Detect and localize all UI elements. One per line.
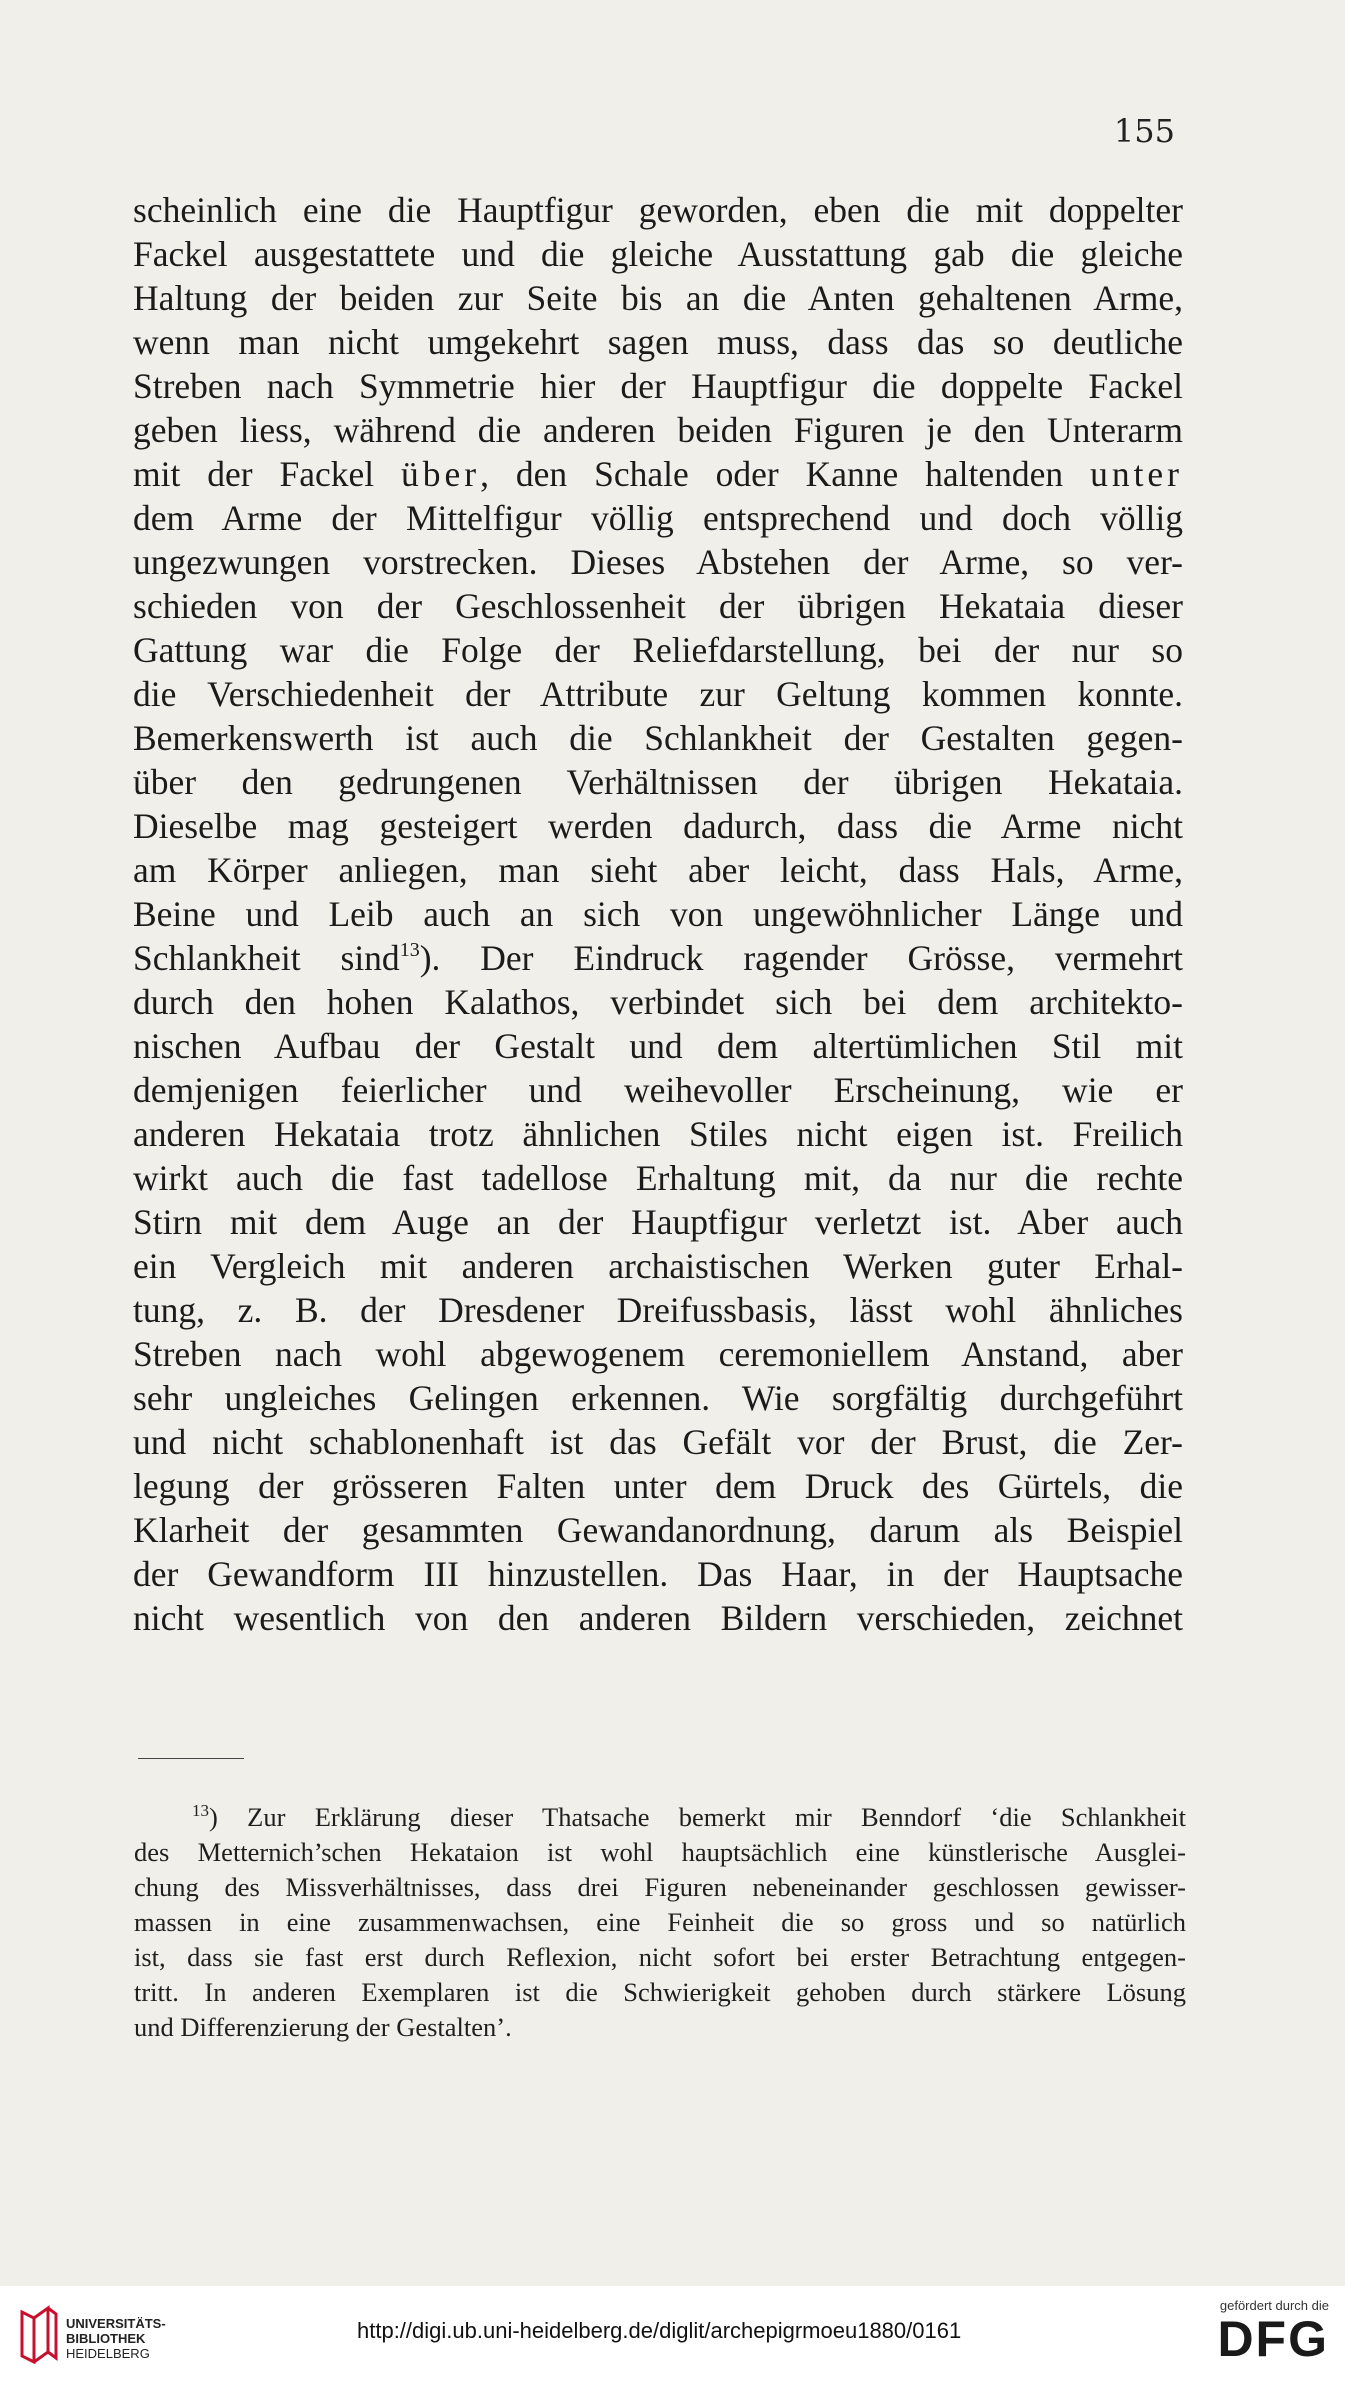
text-line: schieden von der Geschlossenheit der übrigen Hekataia dieser (133, 586, 1183, 626)
text-line: am Körper anliegen, man sieht aber leicht, dass Hals, Arme, (133, 850, 1183, 890)
text-run: ) Zur Erklärung dieser Thatsache bemerkt mir Benndorf ‘die Schlankheit (209, 1802, 1186, 1832)
text-line: nicht wesentlich von den anderen Bildern verschieden, zeichnet (133, 1598, 1183, 1638)
text-line: tung, z. B. der Dresdener Dreifussbasis, lässt wohl ähnliches (133, 1290, 1183, 1330)
text-line: ungezwungen vorstrecken. Dieses Abstehen der Arme, so ver- (133, 542, 1183, 582)
text-line: der Gewandform III hinzustellen. Das Haar, in der Hauptsache (133, 1554, 1183, 1594)
text-run: Schlankheit sind (133, 938, 400, 978)
footnote-reference: 13 (399, 939, 420, 961)
university-name (66, 2316, 166, 2361)
emphasized-word: über (401, 454, 481, 494)
text-line: Fackel ausgestattete und die gleiche Ausstattung gab die gleiche (133, 234, 1183, 274)
university-name-line: HEIDELBERG (66, 2346, 150, 2361)
university-logo-icon (18, 2304, 58, 2364)
text-line: Gattung war die Folge der Reliefdarstellung, bei der nur so (133, 630, 1183, 670)
text-line: Haltung der beiden zur Seite bis an die Anten gehaltenen Arme, (133, 278, 1183, 318)
text-line: dem Arme der Mittelfigur völlig entsprechend und doch völlig (133, 498, 1183, 538)
text-line (133, 452, 1183, 496)
footnote (134, 1800, 1186, 2045)
sponsor-text: gefördert durch die (1219, 2298, 1329, 2313)
text-line: Dieselbe mag gesteigert werden dadurch, dass die Arme nicht (133, 806, 1183, 846)
text-line: anderen Hekataia trotz ähnlichen Stiles nicht eigen ist. Freilich (133, 1114, 1183, 1154)
text-line: wenn man nicht umgekehrt sagen muss, dass das so deutliche (133, 322, 1183, 362)
footnote-line (134, 1800, 1186, 1835)
text-line: Klarheit der gesammten Gewandanordnung, darum als Beispiel (133, 1510, 1183, 1550)
text-line: nischen Aufbau der Gestalt und dem altertümlichen Stil mit (133, 1026, 1183, 1066)
footnote-line: massen in eine zusammenwachsen, eine Feinheit die so gross und so natürlich (134, 1907, 1186, 1937)
footer-bar (0, 2286, 1345, 2385)
main-text (133, 188, 1183, 1640)
footnote-marker: 13 (192, 1801, 209, 1820)
emphasized-word: unter (1090, 454, 1184, 494)
text-line: sehr ungleiches Gelingen erkennen. Wie sorgfältig durchgeführt (133, 1378, 1183, 1418)
footnote-line: tritt. In anderen Exemplaren ist die Schwierigkeit gehoben durch stärkere Lösung (134, 1977, 1186, 2007)
text-line: scheinlich eine die Hauptfigur geworden, eben die mit doppelter (133, 190, 1183, 230)
text-run: mit der Fackel (133, 454, 402, 494)
text-run: , den Schale oder Kanne haltenden (480, 454, 1091, 494)
university-name-line: UNIVERSITÄTS- (66, 2316, 166, 2331)
text-line (133, 936, 1183, 980)
footnote-line: chung des Missverhältnisses, dass drei Figuren nebeneinander geschlossen gewisser- (134, 1872, 1186, 1902)
permalink-url[interactable]: http://digi.ub.uni-heidelberg.de/diglit/archepigrmoeu1880/0161 (357, 2318, 962, 2343)
dfg-logo: DFG (1217, 2311, 1329, 2367)
page-number: 155 (1113, 112, 1175, 150)
text-line: ein Vergleich mit anderen archaistischen Werken guter Erhal- (133, 1246, 1183, 1286)
text-line: und nicht schablonenhaft ist das Gefält vor der Brust, die Zer- (133, 1422, 1183, 1462)
text-line: legung der grösseren Falten unter dem Druck des Gürtels, die (133, 1466, 1183, 1506)
text-line: die Verschiedenheit der Attribute zur Geltung kommen konnte. (133, 674, 1183, 714)
text-line: Stirn mit dem Auge an der Hauptfigur verletzt ist. Aber auch (133, 1202, 1183, 1242)
university-name-line: BIBLIOTHEK (66, 2331, 146, 2346)
footnote-line: des Metternich’schen Hekataion ist wohl hauptsächlich eine künstlerische Ausglei- (134, 1837, 1186, 1867)
text-line: demjenigen feierlicher und weihevoller Erscheinung, wie er (133, 1070, 1183, 1110)
text-line: durch den hohen Kalathos, verbindet sich bei dem architekto- (133, 982, 1183, 1022)
text-line: wirkt auch die fast tadellose Erhaltung mit, da nur die rechte (133, 1158, 1183, 1198)
text-line: Streben nach Symmetrie hier der Hauptfigur die doppelte Fackel (133, 366, 1183, 406)
text-line: geben liess, während die anderen beiden Figuren je den Unterarm (133, 410, 1183, 450)
sponsor (1179, 2298, 1329, 2365)
text-run: ). Der Eindruck ragender Grösse, vermehrt (419, 938, 1183, 978)
text-line: Streben nach wohl abgewogenem ceremoniellem Anstand, aber (133, 1334, 1183, 1374)
footnote-line: ist, dass sie fast erst durch Reflexion, nicht sofort bei erster Betrachtung entgegen- (134, 1942, 1186, 1972)
text-line: Bemerkenswerth ist auch die Schlankheit der Gestalten gegen- (133, 718, 1183, 758)
text-line: über den gedrungenen Verhältnissen der übrigen Hekataia. (133, 762, 1183, 802)
footnote-separator (138, 1758, 244, 1759)
text-line: Beine und Leib auch an sich von ungewöhnlicher Länge und (133, 894, 1183, 934)
footnote-line: und Differenzierung der Gestalten’. (134, 2012, 512, 2042)
